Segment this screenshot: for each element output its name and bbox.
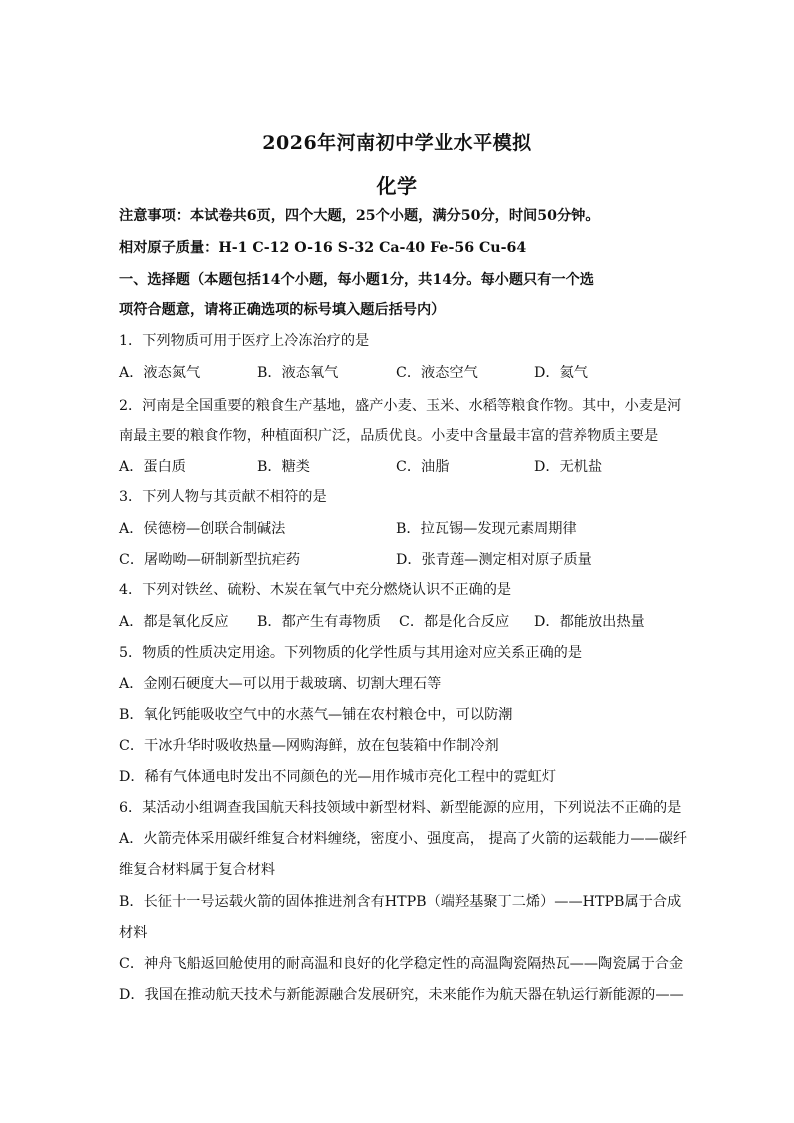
atomic-masses: 相对原子质量：H-1 C-12 O-16 S-32 Ca-40 Fe-56 Cu-64	[119, 240, 527, 256]
q3-option-d: D．张青莲—测定相对原子质量	[396, 552, 592, 568]
exam-title: 2026年河南初中学业水平模拟	[262, 132, 532, 154]
exam-subject: 化学	[376, 174, 418, 198]
q1-option-b: B．液态氧气	[257, 365, 339, 381]
q4-options	[119, 611, 679, 631]
q6-option-a-line2: 维复合材料属于复合材料	[119, 862, 276, 878]
q4-option-c: C．都是化合反应	[399, 614, 510, 630]
q3-options-row2	[119, 549, 679, 569]
q6-option-d: D．我国在推动航天技术与新能源融合发展研究，未来能作为航天器在轨运行新能源的——	[119, 987, 684, 1003]
q2-stem-line1: 2．河南是全国重要的粮食生产基地，盛产小麦、玉米、水稻等粮食作物。其中，小麦是河	[119, 398, 682, 414]
q3-stem: 3．下列人物与其贡献不相符的是	[119, 489, 327, 505]
q6-option-b-line1: B．长征十一号运载火箭的固体推进剂含有HTPB（端羟基聚丁二烯）——HTPB属于合成	[119, 894, 682, 910]
q2-option-d: D．无机盐	[534, 459, 603, 475]
q2-options	[119, 456, 679, 476]
q4-option-d: D．都能放出热量	[534, 614, 645, 630]
q5-stem: 5．物质的性质决定用途。下列物质的化学性质与其用途对应关系正确的是	[119, 645, 583, 661]
q3-option-b: B．拉瓦锡—发现元素周期律	[396, 521, 577, 537]
q3-option-c: C．屠呦呦—研制新型抗疟药	[119, 552, 301, 568]
section-heading-line1: 一、选择题（本题包括14个小题，每小题1分，共14分。每小题只有一个选	[119, 272, 594, 288]
q1-stem: 1．下列物质可用于医疗上冷冻治疗的是	[119, 333, 370, 349]
q3-options-row1	[119, 518, 679, 538]
q1-option-d: D．氦气	[534, 365, 588, 381]
q5-option-b: B．氧化钙能吸收空气中的水蒸气—铺在农村粮仓中，可以防潮	[119, 707, 513, 723]
q6-option-a-line1: A．火箭壳体采用碳纤维复合材料缠绕，密度小、强度高， 提高了火箭的运载能力——碳纤	[119, 831, 688, 847]
q4-option-b: B．都产生有毒物质	[257, 614, 381, 630]
q6-stem: 6．某活动小组调查我国航天科技领域中新型材料、新型能源的应用，下列说法不正确的是	[119, 800, 682, 816]
q1-options	[119, 362, 679, 382]
q4-stem: 4．下列对铁丝、硫粉、木炭在氧气中充分燃烧认识不正确的是	[119, 582, 512, 598]
q2-option-b: B．糖类	[257, 459, 310, 475]
q6-option-c: C．神舟飞船返回舱使用的耐高温和良好的化学稳定性的高温陶瓷隔热瓦——陶瓷属于合金	[119, 956, 684, 972]
q4-option-a: A．都是氧化反应	[119, 614, 229, 630]
section-heading-line2: 项符合题意，请将正确选项的标号填入题后括号内）	[119, 302, 446, 318]
q5-option-a: A．金刚石硬度大—可以用于裁玻璃、切割大理石等	[119, 676, 442, 692]
q5-option-d: D．稀有气体通电时发出不同颜色的光—用作城市亮化工程中的霓虹灯	[119, 769, 557, 785]
q1-option-a: A．液态氮气	[119, 365, 201, 381]
q2-stem-line2: 南最主要的粮食作物，种植面积广泛，品质优良。小麦中含量最丰富的营养物质主要是	[119, 428, 659, 444]
q6-option-b-line2: 材料	[119, 925, 148, 941]
q5-option-c: C．干冰升华时吸收热量—网购海鲜，放在包装箱中作制冷剂	[119, 738, 499, 754]
instructions: 注意事项：本试卷共6页，四个大题，25个小题，满分50分，时间50分钟。	[119, 208, 600, 224]
q2-option-a: A．蛋白质	[119, 459, 186, 475]
q1-option-c: C．液态空气	[396, 365, 478, 381]
q3-option-a: A．侯德榜—创联合制碱法	[119, 521, 286, 537]
q2-option-c: C．油脂	[396, 459, 450, 475]
